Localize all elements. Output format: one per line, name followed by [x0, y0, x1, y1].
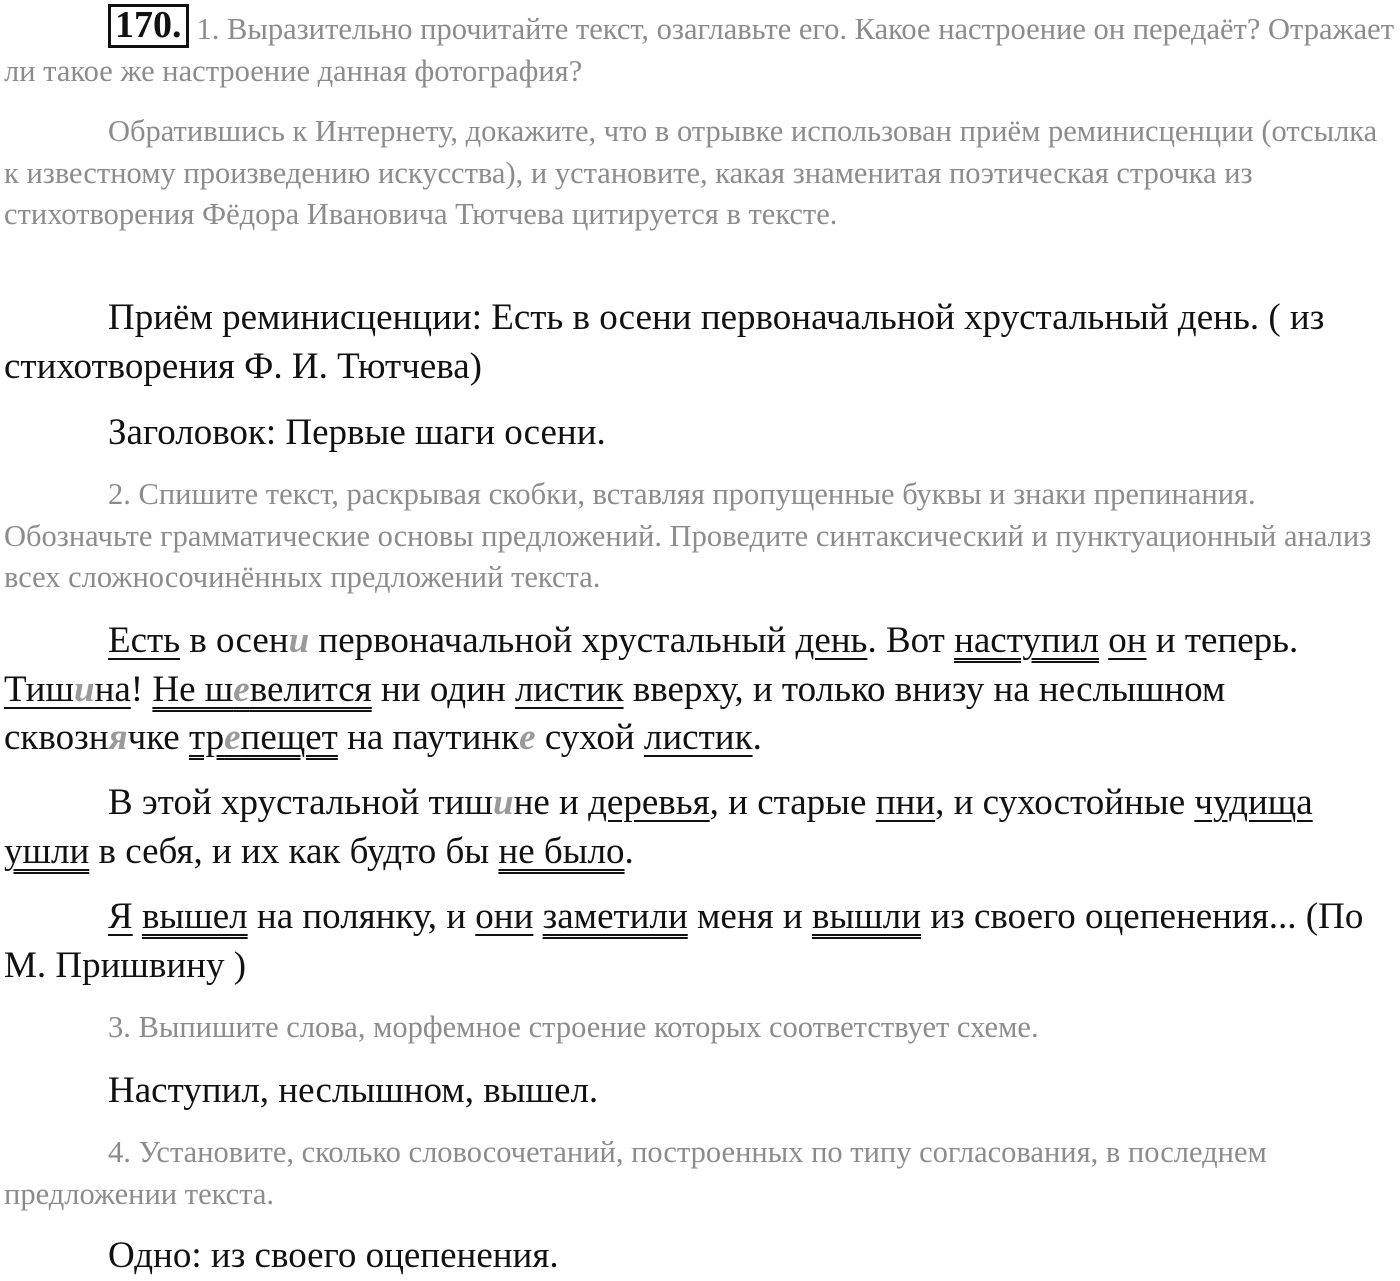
inserted-letter: е	[519, 717, 536, 758]
answer-3: Наступил, неслышном, вышел.	[108, 1070, 599, 1111]
task-2-prompt: 2. Спишите текст, раскрывая скобки, вставляя пропущенные буквы и знаки препинания. Обозначьте грамматические основы предложений. Проведите синтаксический и пунктуационный анализ всех сложносочинённых предложений текста.	[4, 477, 1372, 594]
text-paragraph-3: Я вышел на полянку, и они заметили меня и вышли из своего оцепенения... (По М. Пришвину )	[4, 896, 1364, 986]
inserted-letter: и	[73, 668, 95, 710]
task-3-prompt: 3. Выпишите слова, морфемное строение которых соответствует схеме.	[108, 1010, 1039, 1044]
answer-reminiscence: Приём реминисценции: Есть в осени первоначальной хрустальный день. ( из стихотворения Ф. И. Тютчева)	[4, 297, 1325, 387]
task-1-internet-prompt: Обратившись к Интернету, докажите, что в отрывке использован приём реминисценции (отсылка к известному произведению искусства), и установите, какая знаменитая поэтическая строчка из стихотворения Фёдора Ивановича Тютчева цитируется в тексте.	[4, 114, 1378, 231]
answer-4: Одно: из своего оцепенения.	[108, 1235, 559, 1276]
task-1-prompt: 170. 1. Выразительно прочитайте текст, озаглавьте его. Какое настроение он передаёт? Отражает ли такое же настроение данная фотография?	[4, 4, 1395, 88]
inserted-letter: е	[233, 668, 250, 710]
inserted-letter: и	[493, 782, 514, 823]
text-paragraph-1: Есть в осени первоначальной хрустальный день. Вот наступил он и теперь. Тишина! Не шевелится ни один листик вверху, и только внизу на неслышном сквознячке трепещет на паутинке сухой листик.	[4, 620, 1299, 758]
exercise-number: 170.	[108, 4, 189, 48]
answer-title: Заголовок: Первые шаги осени.	[108, 412, 606, 453]
inserted-letter: е	[224, 717, 241, 758]
inserted-letter: я	[108, 717, 128, 758]
inserted-letter: и	[288, 620, 310, 661]
task-4-prompt: 4. Установите, сколько словосочетаний, построенных по типу согласования, в последнем предложении текста.	[4, 1135, 1267, 1211]
text-paragraph-2: В этой хрустальной тишине и деревья, и старые пни, и сухостойные чудища ушли в себя, и их как будто бы не было.	[4, 782, 1313, 872]
